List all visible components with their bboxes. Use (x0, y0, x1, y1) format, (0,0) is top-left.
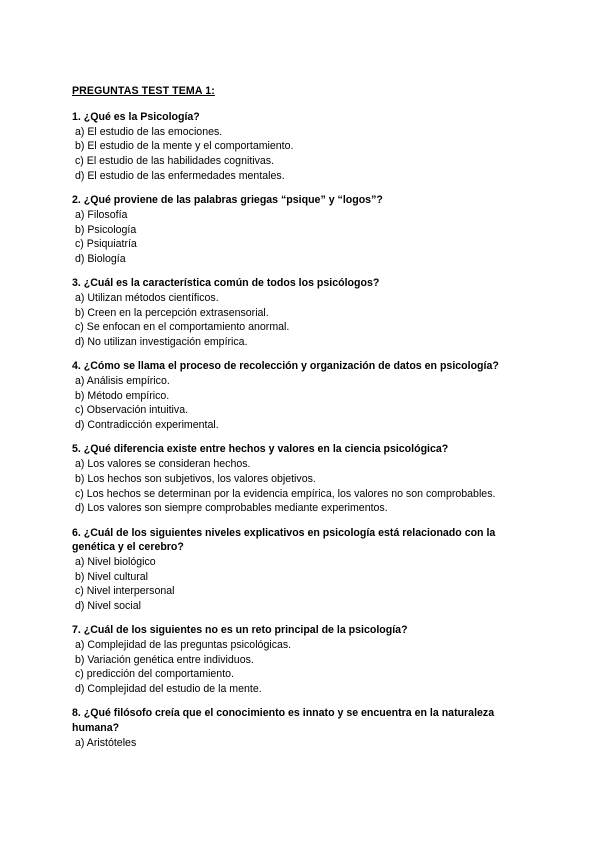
question-8 (72, 706, 532, 750)
answer-option: b) Los hechos son subjetivos, los valores objetivos. (75, 472, 316, 485)
option-list (72, 125, 532, 184)
answer-option: a) El estudio de las emociones. (75, 125, 223, 138)
answer-option: c) predicción del comportamiento. (75, 668, 234, 681)
answer-option: a) Aristóteles (75, 736, 137, 749)
option-list (72, 457, 532, 516)
question-7 (72, 623, 532, 697)
question-text: 3. ¿Cuál es la característica común de todos los psicólogos? (72, 277, 380, 290)
answer-option: a) Análisis empírico. (75, 375, 170, 388)
answer-option: d) Los valores son siempre comprobables mediante experimentos. (75, 502, 388, 515)
answer-option: d) Complejidad del estudio de la mente. (75, 683, 262, 696)
answer-option: d) No utilizan investigación empírica. (75, 336, 248, 349)
question-3 (72, 276, 532, 350)
answer-option: a) Utilizan métodos científicos. (75, 291, 219, 304)
answer-option: c) Se enfocan en el comportamiento anormal. (75, 321, 290, 334)
question-5 (72, 442, 532, 516)
option-list (72, 374, 532, 433)
answer-option: c) Observación intuitiva. (75, 404, 189, 417)
answer-option: d) Contradicción experimental. (75, 419, 219, 432)
option-list (72, 638, 532, 697)
option-list (72, 208, 532, 267)
answer-option: c) Nivel interpersonal (75, 585, 175, 598)
question-2 (72, 193, 532, 267)
question-text: 5. ¿Qué diferencia existe entre hechos y valores en la ciencia psicológica? (72, 443, 449, 456)
answer-option: a) Filosofía (75, 208, 128, 221)
question-text: 8. ¿Qué filósofo creía que el conocimiento es innato y se encuentra en la naturaleza humana? (72, 707, 495, 735)
answer-option: a) Los valores se consideran hechos. (75, 458, 251, 471)
answer-option: d) Biología (75, 252, 126, 265)
answer-option: a) Nivel biológico (75, 555, 156, 568)
answer-option: b) El estudio de la mente y el comportamiento. (75, 140, 294, 153)
answer-option: d) Nivel social (75, 600, 141, 613)
answer-option: b) Creen en la percepción extrasensorial. (75, 306, 269, 319)
question-text: 7. ¿Cuál de los siguientes no es un reto principal de la psicología? (72, 624, 408, 637)
question-6 (72, 526, 532, 614)
question-1 (72, 110, 532, 184)
answer-option: a) Complejidad de las preguntas psicológicas. (75, 639, 292, 652)
answer-option: c) El estudio de las habilidades cognitivas. (75, 155, 275, 168)
answer-option: c) Los hechos se determinan por la evidencia empírica, los valores no son comprobables. (75, 487, 496, 500)
answer-option: c) Psiquiatría (75, 238, 137, 251)
answer-option: b) Método empírico. (75, 389, 170, 402)
question-text: 4. ¿Cómo se llama el proceso de recolección y organización de datos en psicología? (72, 360, 499, 373)
question-text: 6. ¿Cuál de los siguientes niveles explicativos en psicología está relacionado con la genética y el cerebro? (72, 526, 496, 554)
question-text: 1. ¿Qué es la Psicología? (72, 111, 200, 123)
question-text: 2. ¿Qué proviene de las palabras griegas “psique” y “logos”? (72, 194, 383, 207)
question-list (72, 110, 532, 760)
answer-option: b) Nivel cultural (75, 570, 149, 583)
option-list (72, 736, 532, 751)
answer-option: d) El estudio de las enfermedades mentales. (75, 169, 285, 182)
option-list (72, 291, 532, 350)
question-4 (72, 359, 532, 433)
answer-option: b) Psicología (75, 223, 137, 236)
document-title: PREGUNTAS TEST TEMA 1: (72, 85, 215, 97)
option-list (72, 555, 532, 614)
answer-option: b) Variación genética entre individuos. (75, 653, 254, 666)
